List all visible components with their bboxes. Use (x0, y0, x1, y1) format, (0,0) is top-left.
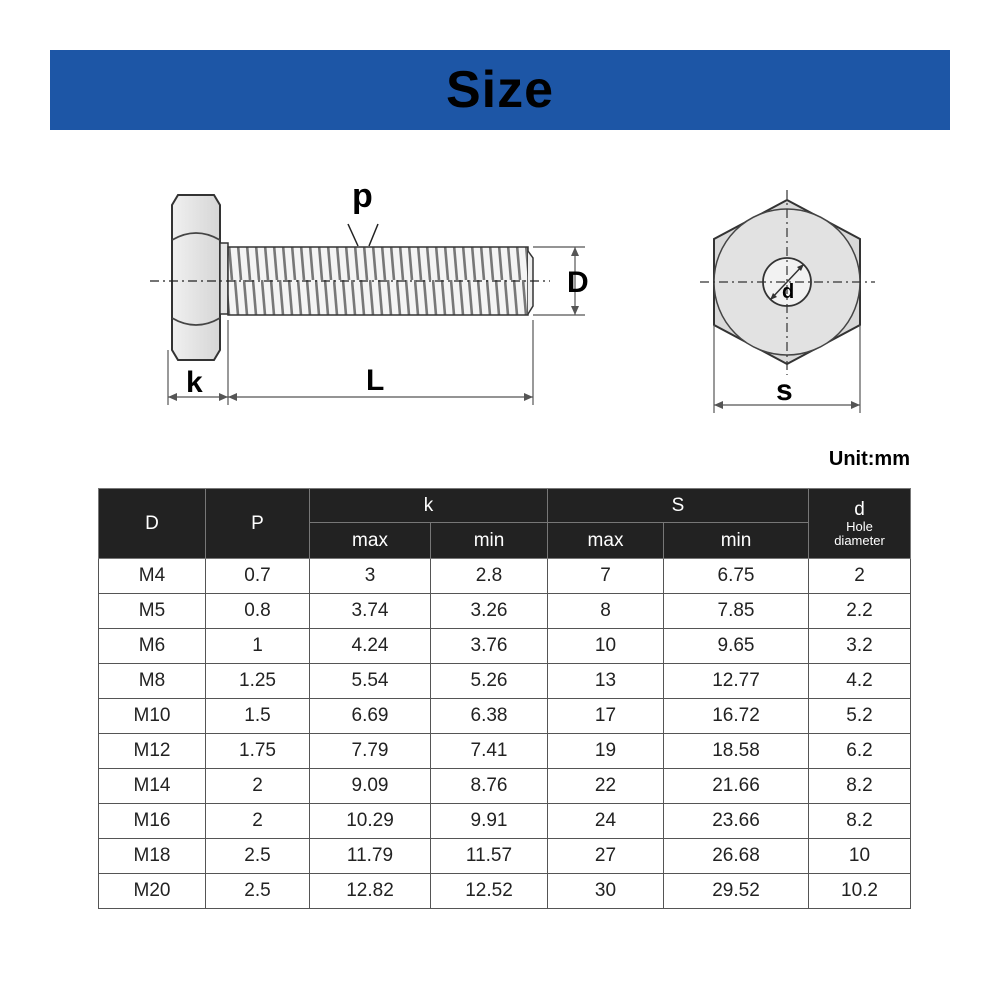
cell-s-min: 21.66 (664, 769, 809, 804)
cell-s-min: 16.72 (664, 699, 809, 734)
table-row (99, 804, 911, 839)
cell-s-min: 6.75 (664, 559, 809, 594)
header-s-max: max (548, 523, 664, 559)
table-row (99, 839, 911, 874)
cell-P: 1.25 (206, 664, 310, 699)
table-row (99, 594, 911, 629)
cell-k-max: 6.69 (310, 699, 431, 734)
label-L: L (366, 364, 385, 397)
cell-k-max: 10.29 (310, 804, 431, 839)
cell-P: 0.8 (206, 594, 310, 629)
table-row (99, 874, 911, 909)
cell-k-max: 7.79 (310, 734, 431, 769)
table-row (99, 629, 911, 664)
cell-s-max: 19 (548, 734, 664, 769)
table-row (99, 734, 911, 769)
cell-k-max: 12.82 (310, 874, 431, 909)
cell-k-min: 2.8 (431, 559, 548, 594)
cell-P: 1 (206, 629, 310, 664)
header-d: d (854, 498, 865, 520)
cell-D: M5 (99, 594, 206, 629)
unit-label: Unit:mm (828, 448, 910, 470)
cell-hole-diameter: 3.2 (809, 629, 911, 664)
label-D: D (567, 266, 589, 299)
label-k: k (186, 366, 203, 399)
table-row (99, 769, 911, 804)
cell-P: 2 (206, 804, 310, 839)
header-s-min: min (664, 523, 809, 559)
spec-table (98, 488, 911, 909)
cell-k-min: 5.26 (431, 664, 548, 699)
cell-s-max: 13 (548, 664, 664, 699)
bolt-head-side (172, 195, 228, 360)
cell-k-min: 8.76 (431, 769, 548, 804)
cell-s-min: 12.77 (664, 664, 809, 699)
cell-k-min: 3.26 (431, 594, 548, 629)
cell-k-max: 3 (310, 559, 431, 594)
cell-k-min: 9.91 (431, 804, 548, 839)
cell-hole-diameter: 5.2 (809, 699, 911, 734)
header-k-max: max (310, 523, 431, 559)
cell-hole-diameter: 4.2 (809, 664, 911, 699)
cell-hole-diameter: 2 (809, 559, 911, 594)
cell-s-min: 18.58 (664, 734, 809, 769)
label-p: p (352, 177, 373, 215)
cell-P: 2.5 (206, 839, 310, 874)
cell-P: 2.5 (206, 874, 310, 909)
cell-hole-diameter: 8.2 (809, 769, 911, 804)
cell-s-max: 10 (548, 629, 664, 664)
header-P: P (206, 489, 310, 559)
cell-k-min: 6.38 (431, 699, 548, 734)
cell-s-max: 30 (548, 874, 664, 909)
cell-hole-diameter: 2.2 (809, 594, 911, 629)
cell-k-min: 3.76 (431, 629, 548, 664)
cell-hole-diameter: 10.2 (809, 874, 911, 909)
cell-D: M10 (99, 699, 206, 734)
cell-s-min: 29.52 (664, 874, 809, 909)
cell-s-max: 27 (548, 839, 664, 874)
bolt-diagram (0, 0, 1000, 440)
cell-D: M20 (99, 874, 206, 909)
pitch-pointer-2 (369, 224, 378, 246)
cell-D: M6 (99, 629, 206, 664)
cell-s-min: 7.85 (664, 594, 809, 629)
cell-k-min: 7.41 (431, 734, 548, 769)
cell-D: M12 (99, 734, 206, 769)
header-S: S (548, 489, 809, 523)
cell-s-max: 17 (548, 699, 664, 734)
label-s: s (776, 374, 793, 407)
cell-k-max: 3.74 (310, 594, 431, 629)
header-k-min: min (431, 523, 548, 559)
cell-P: 1.75 (206, 734, 310, 769)
cell-s-max: 8 (548, 594, 664, 629)
cell-s-min: 9.65 (664, 629, 809, 664)
cell-hole-diameter: 8.2 (809, 804, 911, 839)
cell-k-min: 11.57 (431, 839, 548, 874)
cell-s-min: 23.66 (664, 804, 809, 839)
cell-P: 0.7 (206, 559, 310, 594)
cell-hole-diameter: 6.2 (809, 734, 911, 769)
header-k: k (310, 489, 548, 523)
cell-k-max: 4.24 (310, 629, 431, 664)
cell-k-min: 12.52 (431, 874, 548, 909)
header-d-sub2: diameter (834, 532, 885, 548)
cell-k-max: 5.54 (310, 664, 431, 699)
header-hole-diameter (809, 489, 911, 559)
cell-s-max: 24 (548, 804, 664, 839)
banner-title: Size (445, 61, 555, 119)
cell-D: M4 (99, 559, 206, 594)
dimension-k-L (168, 320, 533, 405)
cell-D: M8 (99, 664, 206, 699)
cell-k-max: 11.79 (310, 839, 431, 874)
label-d: d (782, 281, 795, 303)
cell-hole-diameter: 10 (809, 839, 911, 874)
table-row (99, 559, 911, 594)
cell-D: M18 (99, 839, 206, 874)
cell-s-max: 22 (548, 769, 664, 804)
cell-k-max: 9.09 (310, 769, 431, 804)
cell-s-min: 26.68 (664, 839, 809, 874)
cell-P: 1.5 (206, 699, 310, 734)
header-D: D (99, 489, 206, 559)
header-d-sub1: Hole (846, 518, 873, 534)
cell-D: M14 (99, 769, 206, 804)
pitch-pointer (348, 224, 358, 246)
table-row (99, 699, 911, 734)
header-row-1 (99, 489, 911, 523)
table-row (99, 664, 911, 699)
cell-s-max: 7 (548, 559, 664, 594)
cell-D: M16 (99, 804, 206, 839)
cell-P: 2 (206, 769, 310, 804)
